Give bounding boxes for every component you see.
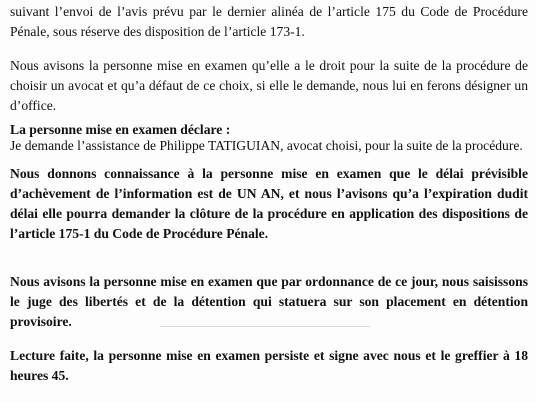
paragraph-choix-avocat: Nous avisons la personne mise en examen qu’elle a le droit pour la suite de la procédure de choisir un avocat et qu’a défaut de ce choix, si elle le demande, nous lui en ferons désigner un d’office. — [10, 58, 528, 113]
paragraph-lecture-faite: Lecture faite, la personne mise en examen persiste et signe avec nous et le greffier à 18 heures 45. — [10, 348, 528, 383]
scan-artifact-line — [160, 326, 370, 327]
declaration-text: Je demande l’assistance de Philippe TATIGUIAN, avocat choisi, pour la suite de la procédure. — [10, 138, 523, 153]
paragraph-ordonnance: Nous avisons la personne mise en examen que par ordonnance de ce jour, nous saisissons le juge des libertés et de la détention qui statuera sur son placement en détention provisoire. — [10, 274, 528, 329]
paragraph-delai-previsible: Nous donnons connaissance à la personne mise en examen que le délai prévisible d’achèvement de l’information est de UN AN, et nous l’avisons qu’a l’expiration dudit délai elle pourra demander la clôture de la procédure en application des dispositions de l’article 175-1 du Code de Procédure Pénale. — [10, 166, 528, 241]
paragraph-article-175: suivant l’envoi de l’avis prévu par le dernier alinéa de l’article 175 du Code de Procédure Pénale, sous réserve des disposition de l’article 173-1. — [10, 4, 528, 39]
declaration-heading: La personne mise en examen déclare : — [10, 122, 231, 137]
